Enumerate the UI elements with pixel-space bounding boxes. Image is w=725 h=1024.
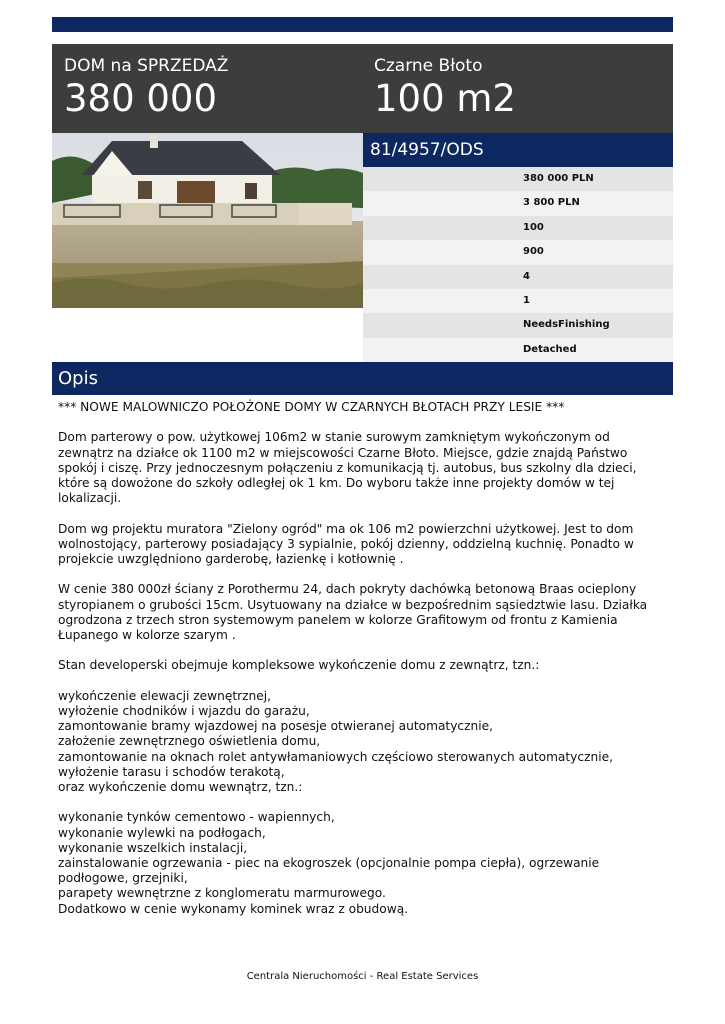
- description-line: zamontowanie na oknach rolet antywłamaniowych częściowo sterowanych automatycznie,: [58, 749, 613, 764]
- description-line: W cenie 380 000zł ściany z Porothermu 24, dach pokryty dachówką betonową Braas ocieplony: [58, 582, 637, 597]
- description-line: wykonanie tynków cementowo - wapiennych,: [58, 810, 335, 825]
- reference-bar: [363, 133, 673, 167]
- header-left: [64, 56, 228, 120]
- description-line: wolnostojący, parterowy posiadający 3 sypialnie, pokój dzienny, oddzielną kuchnię. Ponadto w: [58, 536, 634, 551]
- description-paragraph: [58, 400, 670, 415]
- detail-row: 380 000 PLN: [363, 167, 673, 191]
- property-area: 100 m2: [374, 77, 516, 120]
- listing-header: [52, 44, 673, 133]
- detail-row: 1: [363, 289, 673, 313]
- description-line: lokalizacji.: [58, 491, 122, 506]
- description-line: podłogowe, grzejniki,: [58, 871, 188, 886]
- detail-row: NeedsFinishing: [363, 313, 673, 337]
- property-type-label: DOM na SPRZEDAŻ: [64, 56, 229, 76]
- section-title-bar: [52, 362, 673, 395]
- description-line: Łupanego w kolorze szarym .: [58, 628, 236, 642]
- description-line: spokój i ciszę. Przy jednoczesnym połączeniu z komunikacją tj. autobus, bus szkolny dla dzieci,: [58, 460, 637, 475]
- description-text: [58, 400, 670, 932]
- description-paragraph: [58, 430, 670, 506]
- description-line: które są dowożone do szkoły odległej ok 1 km. Do wyboru także inne projekty domów w tej: [58, 476, 615, 490]
- top-accent-bar: [52, 17, 673, 32]
- property-location: Czarne Błoto: [374, 56, 483, 76]
- description-line: parapety wewnętrzne z konglomeratu marmurowego.: [58, 886, 386, 901]
- detail-row: Detached: [363, 338, 673, 362]
- description-line: *** NOWE MALOWNICZO POŁOŻONE DOMY W CZARNYCH BŁOTACH PRZY LESIE ***: [58, 400, 565, 414]
- details-table: [363, 167, 673, 362]
- description-line: wykonanie wylewki na podłogach,: [58, 825, 266, 840]
- description-line: zewnątrz na działce ok 1100 m2 w miejscowości Czarne Błoto. Miejsce, gdzie znajdą Państwo: [58, 445, 628, 460]
- detail-row: 900: [363, 240, 673, 264]
- description-line: styropianem o grubości 15cm. Usytuowany na działce w bezpośrednim sąsiedztwie lasu. Działka: [58, 597, 648, 612]
- detail-row: 3 800 PLN: [363, 191, 673, 215]
- description-line: wyłożenie tarasu i schodów terakotą,: [58, 764, 285, 779]
- property-photo: [52, 133, 363, 308]
- description-paragraph: [58, 658, 670, 673]
- description-line: Stan developerski obejmuje kompleksowe wykończenie domu z zewnątrz, tzn.:: [58, 658, 540, 673]
- description-paragraph: [58, 810, 670, 916]
- description-line: zainstalowanie ogrzewania - piec na ekogroszek (opcjonalnie pompa ciepła), ogrzewanie: [58, 856, 600, 870]
- description-line: Dodatkowo w cenie wykonamy kominek wraz z obudową.: [58, 901, 409, 916]
- description-line: założenie zewnętrznego oświetlenia domu,: [58, 734, 321, 749]
- section-title: Opis: [58, 368, 98, 389]
- description-line: Dom wg projektu muratora "Zielony ogród" ma ok 106 m2 powierzchni użytkowej. Jest to dom: [58, 521, 634, 536]
- description-line: ogrodzona z trzech stron systemowym panelem w kolorze Grafitowym od frontu z Kamienia: [58, 612, 618, 627]
- detail-row: 100: [363, 216, 673, 240]
- description-line: Dom parterowy o pow. użytkowej 106m2 w stanie surowym zamkniętym wykończonym od: [58, 430, 610, 445]
- description-line: wyłożenie chodników i wjazdu do garażu,: [58, 703, 310, 718]
- description-line: oraz wykończenie domu wewnątrz, tzn.:: [58, 780, 303, 794]
- description-paragraph: [58, 582, 670, 643]
- description-paragraph: [58, 522, 670, 568]
- description-line: wykonanie wszelkich instalacji,: [58, 840, 248, 855]
- description-line: zamontowanie bramy wjazdowej na posesje otwieranej automatycznie,: [58, 719, 493, 734]
- description-paragraph: [58, 689, 670, 795]
- description-line: projekcie uwzględniono garderobę, łazienkę i kotłownię .: [58, 552, 404, 566]
- reference-number: 81/4957/ODS: [370, 140, 484, 160]
- detail-row: 4: [363, 265, 673, 289]
- description-line: wykończenie elewacji zewnętrznej,: [58, 688, 271, 703]
- property-price: 380 000: [64, 77, 218, 120]
- header-right: [374, 56, 516, 120]
- footer: Centrala Nieruchomości - Real Estate Services: [246, 971, 479, 982]
